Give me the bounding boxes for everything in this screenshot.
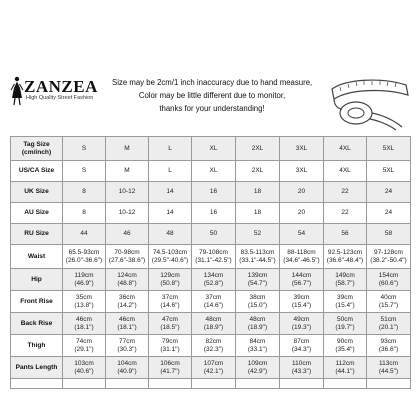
- table-row: [11, 245, 411, 269]
- cell-imperial: (33.1"-44.5"): [239, 256, 276, 264]
- cell-imperial: (31.1"-42.5"): [195, 256, 232, 264]
- cell-metric: 38cm: [249, 293, 266, 301]
- table-cell: [106, 313, 149, 335]
- cell-metric: 139cm: [247, 271, 268, 279]
- table-cell: [63, 269, 106, 291]
- cell-imperial: (14.6"): [203, 301, 224, 309]
- table-cell: 14: [149, 182, 192, 203]
- table-cell: 18: [236, 182, 280, 203]
- table-cell: XL: [192, 137, 236, 161]
- cell-imperial: (18.1"): [74, 323, 94, 331]
- table-cell: M: [106, 137, 149, 161]
- table-cell: 18: [236, 203, 280, 224]
- table-cell: 8: [63, 203, 106, 224]
- cell-imperial: (36.6"-48.4"): [326, 256, 364, 264]
- table-cell: [324, 357, 367, 379]
- table-row: [11, 182, 411, 203]
- cell-imperial: (14.6"): [160, 301, 180, 309]
- table-row: [11, 357, 411, 379]
- table-cell: [192, 245, 236, 269]
- table-row: [11, 379, 411, 389]
- table-cell: 16: [192, 203, 236, 224]
- cell-metric: 112cm: [335, 359, 355, 367]
- row-label: Waist: [11, 245, 63, 269]
- cell-metric: 74cm: [76, 337, 92, 345]
- cell-metric: 65.5-93cm: [68, 248, 100, 256]
- cell-imperial: (15.4"): [291, 301, 312, 309]
- cell-metric: 48cm: [205, 315, 222, 323]
- cell-metric: 36cm: [119, 293, 135, 301]
- table-cell: [367, 269, 411, 291]
- table-cell: [367, 245, 411, 269]
- cell-imperial: (33.1"): [247, 345, 268, 353]
- brand-logo: [10, 76, 120, 106]
- cell-metric: 134cm: [203, 271, 224, 279]
- cell-metric: 154cm: [378, 271, 399, 279]
- cell-metric: 113cm: [378, 359, 399, 367]
- cell-metric: 119cm: [74, 271, 94, 279]
- cell-imperial: (58.7"): [335, 279, 355, 287]
- measurement-notice: [112, 76, 312, 115]
- table-cell: [149, 291, 192, 313]
- table-cell: [63, 379, 106, 389]
- fashion-figure-icon: [10, 76, 24, 106]
- notice-line: Size may be 2cm/1 inch inaccuracy due to hand measure,: [112, 78, 313, 87]
- cell-metric: 124cm: [117, 271, 137, 279]
- table-cell: [192, 291, 236, 313]
- cell-metric: 107cm: [203, 359, 224, 367]
- cell-imperial: (36.6"): [378, 345, 399, 353]
- table-cell: S: [63, 137, 106, 161]
- table-cell: [324, 245, 367, 269]
- row-label: Pants Length: [11, 357, 63, 379]
- cell-metric: 46cm: [119, 315, 135, 323]
- table-cell: [236, 245, 280, 269]
- table-cell: 2XL: [236, 161, 280, 182]
- row-label: Back Rise: [11, 313, 63, 335]
- table-cell: 56: [324, 224, 367, 245]
- measuring-tape-icon: [326, 75, 414, 131]
- cell-imperial: (15.4"): [335, 301, 355, 309]
- table-cell: [236, 269, 280, 291]
- notice-line: thanks for your understanding!: [159, 104, 265, 113]
- cell-metric: 87cm: [293, 337, 310, 345]
- cell-metric: 49cm: [293, 315, 310, 323]
- cell-imperial: (44.5"): [378, 367, 399, 375]
- table-cell: [280, 357, 324, 379]
- table-cell: L: [149, 137, 192, 161]
- table-cell: [324, 269, 367, 291]
- table-cell: 22: [324, 203, 367, 224]
- table-cell: [106, 291, 149, 313]
- cell-metric: 83.5-113cm: [240, 248, 275, 256]
- row-label: Tag Size (cm/inch): [11, 137, 63, 161]
- cell-imperial: (54.7"): [247, 279, 268, 287]
- cell-metric: 51cm: [380, 315, 397, 323]
- cell-imperial: (31.1"): [160, 345, 180, 353]
- table-cell: [149, 335, 192, 357]
- table-cell: 58: [367, 224, 411, 245]
- brand-name: ZANZEA: [24, 77, 98, 96]
- cell-metric: 90cm: [337, 337, 353, 345]
- cell-metric: 50cm: [337, 315, 353, 323]
- cell-metric: 104cm: [117, 359, 137, 367]
- table-cell: [106, 379, 149, 389]
- table-row: [11, 313, 411, 335]
- table-cell: [280, 313, 324, 335]
- table-cell: S: [63, 161, 106, 182]
- row-label: Hip: [11, 269, 63, 291]
- table-row: [11, 269, 411, 291]
- cell-imperial: (34.3"): [291, 345, 312, 353]
- cell-imperial: (14.2"): [117, 301, 137, 309]
- cell-imperial: (35.4"): [335, 345, 355, 353]
- cell-metric: 92.5-123cm: [327, 248, 363, 256]
- table-cell: M: [106, 161, 149, 182]
- row-label: Front Rise: [11, 291, 63, 313]
- table-cell: [106, 357, 149, 379]
- cell-metric: 129cm: [160, 271, 180, 279]
- cell-imperial: (48.8"): [117, 279, 137, 287]
- cell-imperial: (42.9"): [247, 367, 268, 375]
- table-cell: [63, 335, 106, 357]
- table-row: [11, 137, 411, 161]
- table-cell: 8: [63, 182, 106, 203]
- cell-metric: 82cm: [205, 337, 222, 345]
- cell-imperial: (20.1"): [378, 323, 399, 331]
- cell-imperial: (18.9"): [247, 323, 268, 331]
- cell-imperial: (46.9"): [74, 279, 94, 287]
- cell-imperial: (42.1"): [203, 367, 224, 375]
- cell-metric: 74.5-103cm: [152, 248, 188, 256]
- cell-metric: 88-118cm: [287, 248, 316, 256]
- table-cell: [149, 269, 192, 291]
- row-label: UK Size: [11, 182, 63, 203]
- table-cell: [367, 291, 411, 313]
- table-cell: [280, 379, 324, 389]
- table-cell: [280, 269, 324, 291]
- table-cell: [236, 379, 280, 389]
- cell-imperial: (30.3"): [117, 345, 137, 353]
- table-cell: [324, 379, 367, 389]
- table-cell: 24: [367, 182, 411, 203]
- table-cell: [63, 291, 106, 313]
- cell-metric: 144cm: [291, 271, 312, 279]
- table-cell: [280, 245, 324, 269]
- table-cell: [280, 335, 324, 357]
- cell-imperial: (15.0"): [247, 301, 268, 309]
- cell-imperial: (60.6"): [378, 279, 399, 287]
- chart-header: [0, 0, 416, 135]
- cell-imperial: (29.5"-40.6"): [151, 256, 189, 264]
- cell-imperial: (27.6"-38.6"): [108, 256, 146, 264]
- cell-imperial: (18.1"): [117, 323, 137, 331]
- cell-metric: 48cm: [249, 315, 266, 323]
- table-cell: [106, 245, 149, 269]
- table-row: [11, 335, 411, 357]
- table-cell: [192, 335, 236, 357]
- cell-metric: 93cm: [380, 337, 397, 345]
- table-row: [11, 291, 411, 313]
- table-cell: [236, 335, 280, 357]
- cell-metric: 109cm: [247, 359, 268, 367]
- table-cell: 4XL: [324, 161, 367, 182]
- table-cell: 2XL: [236, 137, 280, 161]
- table-cell: [149, 379, 192, 389]
- table-cell: 3XL: [280, 137, 324, 161]
- table-cell: [236, 291, 280, 313]
- table-row: [11, 203, 411, 224]
- cell-metric: 84cm: [249, 337, 266, 345]
- cell-metric: 47cm: [162, 315, 178, 323]
- cell-imperial: (38.2"-50.4"): [370, 256, 407, 264]
- table-cell: [324, 335, 367, 357]
- notice-line: Color may be little different due to monitor,: [138, 91, 286, 100]
- table-cell: [236, 313, 280, 335]
- table-cell: [324, 313, 367, 335]
- cell-imperial: (32.3"): [203, 345, 224, 353]
- table-cell: [63, 245, 106, 269]
- cell-imperial: (13.8"): [74, 301, 94, 309]
- table-cell: [106, 269, 149, 291]
- table-row: [11, 224, 411, 245]
- cell-metric: 103cm: [74, 359, 94, 367]
- cell-imperial: (18.5"): [160, 323, 180, 331]
- cell-imperial: (19.3"): [291, 323, 312, 331]
- table-cell: 46: [106, 224, 149, 245]
- cell-metric: 37cm: [162, 293, 178, 301]
- table-cell: 20: [280, 182, 324, 203]
- table-cell: [106, 335, 149, 357]
- table-cell: 50: [192, 224, 236, 245]
- table-cell: [192, 313, 236, 335]
- table-cell: 20: [280, 203, 324, 224]
- cell-metric: 79cm: [162, 337, 178, 345]
- row-label: AU Size: [11, 203, 63, 224]
- table-cell: [280, 291, 324, 313]
- table-cell: [367, 379, 411, 389]
- cell-imperial: (15.7"): [378, 301, 399, 309]
- cell-metric: 39cm: [293, 293, 310, 301]
- table-cell: 22: [324, 182, 367, 203]
- cell-metric: 46cm: [76, 315, 92, 323]
- table-cell: 14: [149, 203, 192, 224]
- size-table: [10, 136, 411, 389]
- row-label: US/CA Size: [11, 161, 63, 182]
- table-cell: [324, 291, 367, 313]
- cell-metric: 79-108cm: [199, 248, 228, 256]
- cell-imperial: (41.7"): [160, 367, 180, 375]
- table-cell: 3XL: [280, 161, 324, 182]
- table-cell: 54: [280, 224, 324, 245]
- table-cell: 24: [367, 203, 411, 224]
- table-cell: 44: [63, 224, 106, 245]
- cell-imperial: (44.1"): [335, 367, 355, 375]
- table-cell: 5XL: [367, 161, 411, 182]
- cell-metric: 77cm: [119, 337, 135, 345]
- table-cell: [149, 245, 192, 269]
- table-cell: L: [149, 161, 192, 182]
- cell-imperial: (56.7"): [291, 279, 312, 287]
- table-cell: [192, 379, 236, 389]
- table-cell: XL: [192, 161, 236, 182]
- cell-metric: 35cm: [76, 293, 92, 301]
- cell-metric: 97-128cm: [374, 248, 403, 256]
- cell-imperial: (52.8"): [203, 279, 224, 287]
- cell-imperial: (40.6"): [74, 367, 94, 375]
- brand-tagline: High Quality Street Fashion: [26, 95, 94, 101]
- cell-metric: 110cm: [291, 359, 312, 367]
- table-cell: [236, 357, 280, 379]
- row-label: RU Size: [11, 224, 63, 245]
- table-cell: [367, 313, 411, 335]
- row-label: [11, 379, 63, 389]
- cell-metric: 39cm: [337, 293, 353, 301]
- cell-metric: 106cm: [160, 359, 180, 367]
- cell-imperial: (43.3"): [291, 367, 312, 375]
- table-cell: [63, 313, 106, 335]
- table-cell: 10-12: [106, 182, 149, 203]
- table-cell: 48: [149, 224, 192, 245]
- cell-imperial: (19.7"): [335, 323, 355, 331]
- table-cell: [192, 269, 236, 291]
- cell-metric: 40cm: [380, 293, 397, 301]
- cell-metric: 37cm: [205, 293, 222, 301]
- cell-metric: 70-98cm: [114, 248, 140, 256]
- table-cell: [63, 357, 106, 379]
- table-cell: 10-12: [106, 203, 149, 224]
- cell-imperial: (50.8"): [160, 279, 180, 287]
- table-cell: [192, 357, 236, 379]
- table-cell: [149, 357, 192, 379]
- table-cell: 52: [236, 224, 280, 245]
- table-cell: 4XL: [324, 137, 367, 161]
- table-cell: [367, 335, 411, 357]
- table-cell: [149, 313, 192, 335]
- cell-imperial: (26.0"-36.6"): [65, 256, 103, 264]
- table-row: [11, 161, 411, 182]
- row-label: Thigh: [11, 335, 63, 357]
- table-cell: 16: [192, 182, 236, 203]
- cell-metric: 149cm: [335, 271, 355, 279]
- table-cell: 5XL: [367, 137, 411, 161]
- cell-imperial: (40.9"): [117, 367, 137, 375]
- cell-imperial: (18.9"): [203, 323, 224, 331]
- cell-imperial: (29.1"): [74, 345, 94, 353]
- table-cell: [367, 357, 411, 379]
- cell-imperial: (34.6"-46.5"): [283, 256, 320, 264]
